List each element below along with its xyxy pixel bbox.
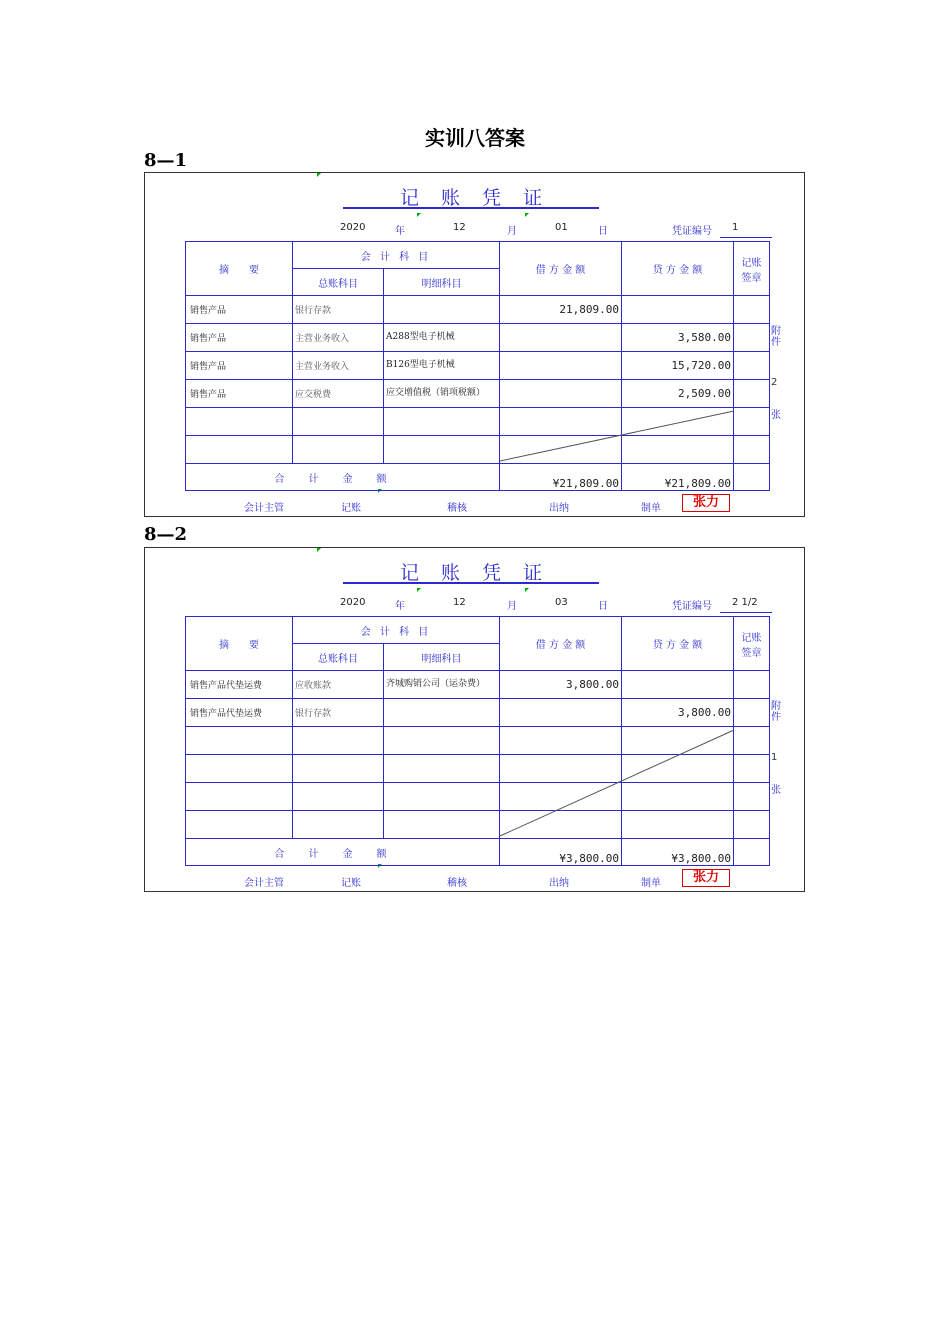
footer-supervisor: 会计主管 [244, 503, 284, 514]
cell-marker [317, 173, 321, 177]
table-row [186, 811, 770, 839]
credit-cell: 3,580.00 [622, 324, 734, 352]
summary-cell [186, 727, 293, 755]
posting-sign-header [734, 242, 770, 296]
day-label: 日 [598, 226, 608, 237]
month-value: 12 [453, 597, 466, 608]
sign-cell [734, 699, 770, 727]
debit-cell: 21,809.00 [500, 296, 622, 324]
credit-cell: 3,800.00 [622, 699, 734, 727]
summary-cell: 销售产品 [186, 296, 293, 324]
voucher-title: 记账凭证 [399, 187, 564, 209]
debit-cell: 3,800.00 [500, 671, 622, 699]
account-group-header: 会 计 科 目 [293, 242, 500, 269]
footer-cashier: 出纳 [549, 503, 569, 514]
section-label: 8—1 [144, 150, 188, 171]
credit-cell [622, 811, 734, 839]
debit-cell [500, 380, 622, 408]
year-value: 2020 [340, 222, 366, 233]
summary-cell: 销售产品 [186, 324, 293, 352]
summary-cell [186, 436, 293, 464]
month-label: 月 [507, 226, 517, 237]
general-account-cell [293, 783, 384, 811]
voucher-table [185, 241, 770, 491]
credit-cell [622, 783, 734, 811]
page-title: 实训八答案 [425, 126, 525, 150]
debit-cell [500, 755, 622, 783]
debit-cell [500, 783, 622, 811]
credit-cell: 2,509.00 [622, 380, 734, 408]
day-value: 01 [555, 222, 568, 233]
footer-preparer: 制单 [641, 878, 661, 889]
credit-cell: 15,720.00 [622, 352, 734, 380]
voucher-table [185, 616, 770, 866]
detail-account-cell: 齐城购销公司（运杂费） [384, 671, 500, 699]
cell-marker [317, 548, 321, 552]
detail-account-cell [384, 296, 500, 324]
general-account-cell [293, 755, 384, 783]
table-row [186, 408, 770, 436]
detail-account-cell [384, 783, 500, 811]
sign-cell [734, 671, 770, 699]
general-account-cell: 主营业务收入 [293, 324, 384, 352]
table-row [186, 699, 770, 727]
table-row [186, 755, 770, 783]
detail-account-cell [384, 811, 500, 839]
table-row [186, 352, 770, 380]
day-label: 日 [598, 601, 608, 612]
sign-cell [734, 783, 770, 811]
total-credit: ¥3,800.00 [622, 839, 734, 866]
table-row [186, 727, 770, 755]
summary-cell: 销售产品代垫运费 [186, 699, 293, 727]
preparer-stamp: 张力 [682, 494, 730, 512]
debit-cell [500, 408, 622, 436]
sign-cell [734, 436, 770, 464]
general-account-cell [293, 811, 384, 839]
debit-cell [500, 436, 622, 464]
debit-cell [500, 324, 622, 352]
footer-auditor: 稽核 [447, 878, 467, 889]
general-account-cell: 主营业务收入 [293, 352, 384, 380]
general-account-cell: 应收账款 [293, 671, 384, 699]
year-value: 2020 [340, 597, 366, 608]
voucher-no-underline [720, 237, 772, 238]
attachments-count: 2 [771, 377, 778, 388]
voucher-form [144, 172, 805, 517]
credit-cell [622, 671, 734, 699]
credit-header: 贷 方 金 额 [622, 242, 734, 296]
cell-marker [525, 213, 529, 217]
total-debit: ¥3,800.00 [500, 839, 622, 866]
detail-account-cell [384, 408, 500, 436]
general-account-cell: 银行存款 [293, 296, 384, 324]
voucher-no-underline [720, 612, 772, 613]
detail-account-cell: B126型电子机械 [384, 352, 500, 380]
account-group-header: 会 计 科 目 [293, 617, 500, 644]
year-label: 年 [395, 601, 405, 612]
posting-sign-line2: 签章 [741, 647, 762, 659]
voucher-no-label: 凭证编号 [672, 226, 712, 237]
month-value: 12 [453, 222, 466, 233]
attach-label-2: 件 [771, 337, 781, 348]
general-account-header: 总账科目 [293, 269, 384, 296]
posting-sign-line2: 签章 [741, 272, 762, 284]
total-row [186, 464, 770, 491]
summary-cell: 销售产品 [186, 352, 293, 380]
table-row [186, 324, 770, 352]
debit-header: 借 方 金 额 [500, 617, 622, 671]
footer-bookkeeper: 记账 [341, 878, 361, 889]
voucher-no-value: 1 [732, 222, 739, 233]
debit-cell [500, 811, 622, 839]
debit-cell [500, 727, 622, 755]
sign-cell [734, 727, 770, 755]
posting-sign-header [734, 617, 770, 671]
section-label: 8—2 [144, 524, 188, 545]
general-account-cell: 应交税费 [293, 380, 384, 408]
voucher-no-value: 2 1/2 [732, 597, 758, 608]
table-row [186, 436, 770, 464]
sheets-label: 张 [771, 785, 781, 796]
detail-account-header: 明细科目 [384, 644, 500, 671]
sign-cell [734, 755, 770, 783]
sign-cell [734, 811, 770, 839]
attach-label-1: 附 [771, 326, 781, 337]
posting-sign-line1: 记账 [741, 632, 762, 644]
detail-account-cell: 应交增值税（销项税额） [384, 380, 500, 408]
day-value: 03 [555, 597, 568, 608]
general-account-cell: 银行存款 [293, 699, 384, 727]
footer-auditor: 稽核 [447, 503, 467, 514]
detail-account-cell [384, 727, 500, 755]
sign-cell [734, 296, 770, 324]
credit-cell [622, 755, 734, 783]
title-underline [343, 207, 599, 209]
credit-header: 贷 方 金 额 [622, 617, 734, 671]
title-underline [343, 582, 599, 584]
sign-cell [734, 408, 770, 436]
table-row [186, 380, 770, 408]
footer-supervisor: 会计主管 [244, 878, 284, 889]
summary-cell: 销售产品代垫运费 [186, 671, 293, 699]
summary-cell: 销售产品 [186, 380, 293, 408]
preparer-stamp: 张力 [682, 869, 730, 887]
detail-account-cell [384, 755, 500, 783]
attach-label-2: 件 [771, 712, 781, 723]
year-label: 年 [395, 226, 405, 237]
month-label: 月 [507, 601, 517, 612]
footer-bookkeeper: 记账 [341, 503, 361, 514]
cell-marker [417, 213, 421, 217]
table-row [186, 296, 770, 324]
cell-marker [525, 588, 529, 592]
general-account-cell [293, 408, 384, 436]
total-row [186, 839, 770, 866]
voucher-no-label: 凭证编号 [672, 601, 712, 612]
summary-cell [186, 811, 293, 839]
total-label: 合计金额 [186, 839, 500, 866]
total-credit: ¥21,809.00 [622, 464, 734, 491]
attachments-count: 1 [771, 752, 778, 763]
detail-account-cell [384, 699, 500, 727]
cell-marker [417, 588, 421, 592]
detail-account-cell: A288型电子机械 [384, 324, 500, 352]
sign-cell [734, 324, 770, 352]
attach-label-1: 附 [771, 701, 781, 712]
detail-account-cell [384, 436, 500, 464]
summary-cell [186, 755, 293, 783]
total-debit: ¥21,809.00 [500, 464, 622, 491]
footer-cashier: 出纳 [549, 878, 569, 889]
table-row [186, 671, 770, 699]
credit-cell [622, 436, 734, 464]
general-account-cell [293, 436, 384, 464]
summary-cell [186, 408, 293, 436]
sign-cell [734, 380, 770, 408]
total-label: 合计金额 [186, 464, 500, 491]
debit-header: 借 方 金 额 [500, 242, 622, 296]
summary-header: 摘 要 [186, 617, 293, 671]
voucher-title: 记账凭证 [399, 562, 564, 584]
total-sign-cell [734, 464, 770, 491]
debit-cell [500, 699, 622, 727]
sign-cell [734, 352, 770, 380]
credit-cell [622, 727, 734, 755]
total-sign-cell [734, 839, 770, 866]
footer-preparer: 制单 [641, 503, 661, 514]
credit-cell [622, 408, 734, 436]
general-account-cell [293, 727, 384, 755]
detail-account-header: 明细科目 [384, 269, 500, 296]
credit-cell [622, 296, 734, 324]
debit-cell [500, 352, 622, 380]
table-row [186, 783, 770, 811]
general-account-header: 总账科目 [293, 644, 384, 671]
posting-sign-line1: 记账 [741, 257, 762, 269]
summary-header: 摘 要 [186, 242, 293, 296]
sheets-label: 张 [771, 410, 781, 421]
voucher-form [144, 547, 805, 892]
summary-cell [186, 783, 293, 811]
